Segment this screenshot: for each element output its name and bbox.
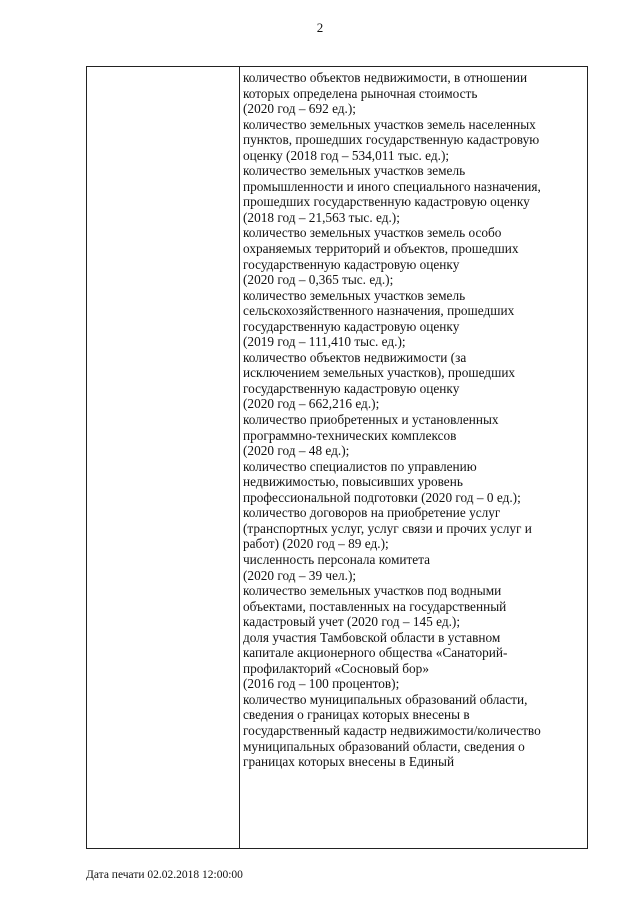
text-line: количество специалистов по управлению xyxy=(243,458,477,474)
table-left-cell xyxy=(87,67,240,848)
text-line: численность персонала комитета xyxy=(243,551,431,567)
text-line: работ) (2020 год – 89 ед.); xyxy=(243,536,389,552)
text-line: количество объектов недвижимости, в отношении xyxy=(243,70,528,85)
print-date-footer: Дата печати 02.02.2018 12:00:00 xyxy=(86,869,243,881)
text-line: (2020 год – 0,365 тыс. ед.); xyxy=(243,272,394,288)
text-line: охраняемых территорий и объектов, прошедших xyxy=(243,241,519,257)
text-line: государственный кадастр недвижимости/количество xyxy=(243,722,541,738)
text-line: прошедших государственную кадастровую оценку xyxy=(243,194,530,210)
text-line: профессиональной подготовки (2020 год – 0 ед.); xyxy=(243,489,521,505)
page-number: 2 xyxy=(316,20,324,35)
text-line: пунктов, прошедших государственную кадастровую xyxy=(243,132,540,148)
text-line: (2020 год – 39 чел.); xyxy=(243,567,357,583)
text-line: капитале акционерного общества «Санаторий- xyxy=(243,645,508,661)
text-line: (2016 год – 100 процентов); xyxy=(243,676,400,692)
text-line: (2018 год – 21,563 тыс. ед.); xyxy=(243,209,400,225)
text-line: сельскохозяйственного назначения, прошедших xyxy=(243,303,515,319)
text-line: оценку (2018 год – 534,011 тыс. ед.); xyxy=(243,147,450,163)
text-line: кадастровый учет (2020 год – 145 ед.); xyxy=(243,614,461,630)
text-line: промышленности и иного специального назначения, xyxy=(243,178,541,194)
text-line: профилакторий «Сосновый бор» xyxy=(243,660,429,676)
text-line: программно-технических комплексов xyxy=(243,427,457,443)
text-line: количество договоров на приобретение услуг xyxy=(243,505,501,521)
text-line: количество земельных участков земель населенных xyxy=(243,116,536,132)
content-table xyxy=(86,66,588,849)
text-line: которых определена рыночная стоимость xyxy=(243,85,478,101)
text-line: (2020 год – 692 ед.); xyxy=(243,101,357,117)
text-line: (транспортных услуг, услуг связи и прочих услуг и xyxy=(243,520,532,536)
text-line: недвижимостью, повысивших уровень xyxy=(243,474,463,490)
text-line: государственную кадастровую оценку xyxy=(243,380,460,396)
text-line: (2019 год – 111,410 тыс. ед.); xyxy=(243,334,406,350)
table-right-cell xyxy=(240,67,587,848)
text-line: количество земельных участков земель xyxy=(243,163,466,179)
text-line: количество земельных участков под водными xyxy=(243,583,502,599)
text-line: государственную кадастровую оценку xyxy=(243,318,460,334)
text-line: объектами, поставленных на государственный xyxy=(243,598,507,614)
text-line: доля участия Тамбовской области в уставном xyxy=(243,629,501,645)
text-line: границах которых внесены в Единый xyxy=(243,754,455,770)
text-line: количество земельных участков земель xyxy=(243,287,466,303)
text-line: государственную кадастровую оценку xyxy=(243,256,460,272)
text-line: количество муниципальных образований области, xyxy=(243,691,528,707)
text-line: количество приобретенных и установленных xyxy=(243,412,499,428)
text-line: (2020 год – 48 ед.); xyxy=(243,443,350,459)
text-line: количество объектов недвижимости (за xyxy=(243,349,467,365)
text-line: (2020 год – 662,216 ед.); xyxy=(243,396,380,412)
text-line: исключением земельных участков), прошедших xyxy=(243,365,516,381)
text-line: муниципальных образований области, сведения о xyxy=(243,738,525,754)
text-line: количество земельных участков земель особо xyxy=(243,225,502,241)
text-line: сведения о границах которых внесены в xyxy=(243,707,470,723)
